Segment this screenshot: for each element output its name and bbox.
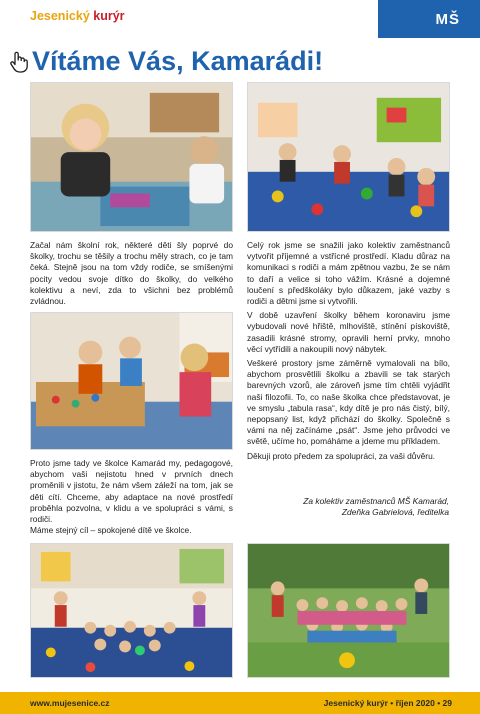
signature-line: Za kolektiv zaměstnanců MŠ Kamarád, xyxy=(303,496,449,506)
magazine-brand xyxy=(30,9,125,23)
photo-classroom-children xyxy=(247,82,450,232)
page-title: Vítáme Vás, Kamarádi! xyxy=(32,46,324,76)
paragraph: Máme stejný cíl – spokojené dítě ve školce. xyxy=(30,525,192,536)
paragraph: V době uzavření školky během koronaviru jsme vybudovali nové hřiště, mlhoviště, stínění pískoviště, zasadili krásné stromy, opravili herní prvky, mnoho věcí vytřídili a nakoupili nový nábytek. xyxy=(247,310,450,354)
signature xyxy=(252,496,449,518)
text-adaptation xyxy=(30,458,233,539)
footer-issue: Jesenický kurýr • říjen 2020 • 29 xyxy=(323,698,452,708)
signature-line: Zdeňka Gabrielová, ředitelka xyxy=(341,507,449,518)
paragraph: Veškeré prostory jsme záměrně vymalovali na bílo, abychom prosvětlili školku a zbavili se tak starých barevných vzorů, ale zároveň jsme tím chtěli vyjádřit naši filozofii. To, co naše školka chce představovat, je ve smyslu „tabula rasa“, kdy dítě je pro nás čistý, bílý, nepopsaný list, když přichází do školky. Společně s vámi na něj začínáme „psát“. Jsme jeho průvodci ve světě, učíme ho, pomáháme a jdeme mu příkladem. xyxy=(247,358,450,447)
footer-url[interactable]: www.mujesenice.cz xyxy=(30,698,110,708)
section-tag: MŠ xyxy=(378,0,480,38)
page-footer xyxy=(0,692,480,714)
photo-group-outdoor xyxy=(247,543,450,678)
brand-word-1: Jesenický xyxy=(30,9,94,23)
text-intro xyxy=(30,240,233,310)
photo-children-playing xyxy=(30,312,233,450)
title-row xyxy=(9,46,323,77)
photo-girl-crafting xyxy=(30,82,233,232)
paragraph: Proto jsme tady ve školce Kamarád my, pedagogové, abychom vaši nejistotu hned v prvních dnech proměnili v jistotu, že nám všem záleží na tom, jak se děti cítí. Chceme, aby adaptace na nové prostředí proběhla pozvolna, v klidu a ve spolupráci s vámi, s rodiči. xyxy=(30,458,233,525)
paragraph: Začal nám školní rok, některé děti šly poprvé do školky, trochu se těšily a trochu měly strach, co je tam čeká. Stejně jsou na tom vždy rodiče, se smíšenými pocity vedou svoje dítko do školky, do velkého kolektivu a neví, zda to všichni bez problémů zvládnou. xyxy=(30,240,233,307)
paragraph: Děkuji proto předem za spolupráci, za vaši důvěru. xyxy=(247,450,436,461)
text-director xyxy=(247,240,450,465)
paragraph: Celý rok jsme se snažili jako kolektiv zaměstnanců vytvořit příjemné a vstřícné prostředí. Kladu důraz na komunikaci s rodiči a mám zpětnou vazbu, že se nám to daří a velice si toho vážím. Krásné a dojemné loučení s předškoláky bylo důkazem, jaké vazby s rodiči a dětmi jsme si vytvořili. xyxy=(247,240,450,307)
photo-group-indoor xyxy=(30,543,233,678)
pointing-hand-icon xyxy=(9,51,29,73)
brand-word-2: kurýr xyxy=(93,9,125,23)
